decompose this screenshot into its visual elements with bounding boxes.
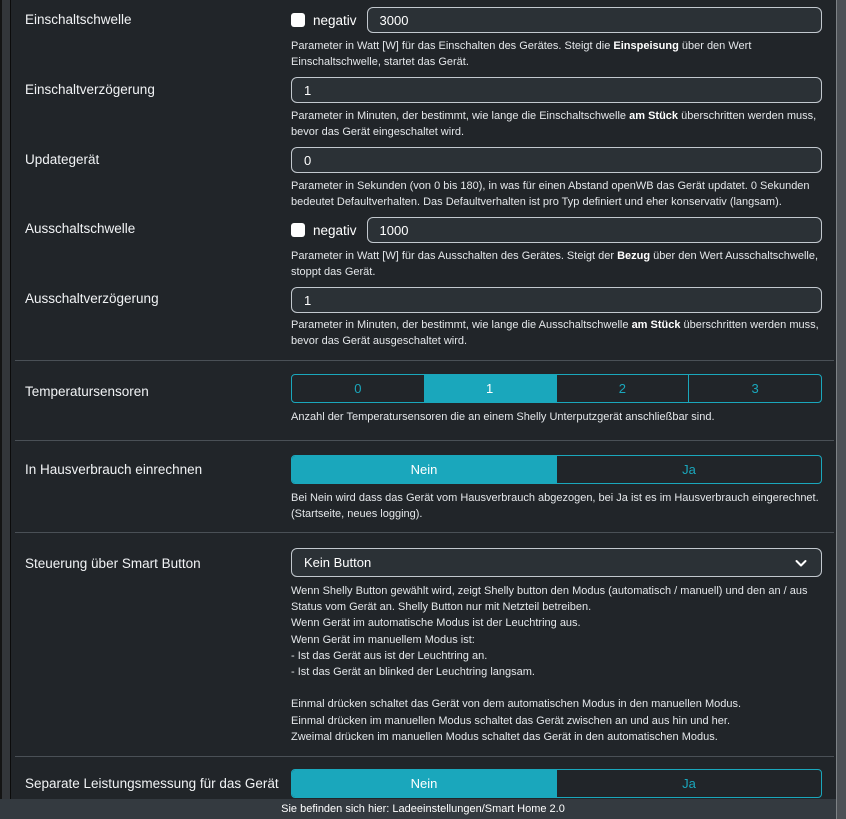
- section-divider: [15, 532, 834, 533]
- updategeraet-help: Parameter in Sekunden (von 0 bis 180), in was für einen Abstand openWB das Gerät updatet. 0 Sekunden bedeutet Defaultverhalten. Das Defaultverhalten ist pro Typ definiert und eher konservativ (langsam).: [291, 180, 810, 208]
- temperatursensoren-option-3[interactable]: 3: [688, 375, 821, 402]
- leistungsmessung-option-ja[interactable]: Ja: [556, 770, 821, 797]
- negativ-checkbox-label: negativ: [313, 12, 357, 28]
- ausschaltverzoegerung-help: Parameter in Minuten, der bestimmt, wie lange die Ausschaltschwelle am Stück überschritten werden muss, bevor das Gerät ausgeschaltet wird.: [291, 319, 819, 347]
- einschaltverzoegerung-help: Parameter in Minuten, der bestimmt, wie lange die Einschaltschwelle am Stück überschritten werden muss, bevor das Gerät eingeschaltet wird.: [291, 110, 817, 138]
- hausverbrauch-label: In Hausverbrauch einrechnen: [25, 462, 203, 477]
- ausschaltschwelle-label: Ausschaltschwelle: [25, 221, 136, 236]
- scrollbar[interactable]: [836, 0, 846, 819]
- einschaltschwelle-control: [291, 7, 822, 33]
- ausschaltschwelle-help: Parameter in Watt [W] für das Ausschalten des Gerätes. Steigt der Bezug über den Wert Ausschaltschwelle, stoppt das Gerät.: [291, 250, 819, 278]
- section-divider: [15, 360, 834, 361]
- einschaltschwelle-label: Einschaltschwelle: [25, 12, 132, 27]
- einschaltschwelle-input[interactable]: [367, 7, 822, 33]
- temperatursensoren-label: Temperatursensoren: [25, 384, 149, 399]
- section-divider: [15, 756, 834, 757]
- negativ-checkbox-ausschaltschwelle[interactable]: [291, 223, 305, 237]
- negativ-checkbox-label: negativ: [313, 222, 357, 238]
- updategeraet-label: Updategerät: [25, 152, 100, 167]
- updategeraet-input[interactable]: [291, 147, 822, 173]
- section-divider: [15, 440, 834, 441]
- smart-button-select-value: Kein Button: [304, 555, 372, 570]
- updategeraet-control: [291, 147, 822, 173]
- hausverbrauch-option-nein[interactable]: Nein: [292, 456, 556, 483]
- breadcrumb: Sie befinden sich hier: Ladeeinstellungen/Smart Home 2.0: [281, 803, 565, 815]
- ausschaltschwelle-control: [291, 217, 822, 243]
- temperatursensoren-option-0[interactable]: 0: [354, 381, 362, 396]
- temperatursensoren-button-group: [291, 374, 822, 403]
- einschaltverzoegerung-label: Einschaltverzögerung: [25, 82, 155, 97]
- leistungsmessung-button-group: [291, 769, 822, 798]
- chevron-down-icon: [793, 555, 809, 571]
- smart-button-label: Steuerung über Smart Button: [25, 556, 201, 571]
- einschaltverzoegerung-input[interactable]: [291, 77, 822, 103]
- temperatursensoren-option-1[interactable]: 1: [424, 375, 556, 402]
- smart-button-select[interactable]: [291, 548, 822, 577]
- leistungsmessung-option-nein[interactable]: Nein: [292, 770, 556, 797]
- hausverbrauch-button-group: [291, 455, 822, 484]
- smart-button-help: Wenn Shelly Button gewählt wird, zeigt Shelly button den Modus (automatisch / manuell) und den an / aus Status vom Gerät an. Shelly Button nur mit Netzteil betreiben. Wenn Gerät im automatische Modus ist der Leuchtring aus. Wenn Gerät im manuellem Modus ist: - Ist das Gerät aus ist der Leuchtring an. - Ist das Gerät an blinked der Leuchtring langsam. Einmal drücken schaltet das Gerät von dem automatischen Modus in den manuellen Modus. Einmal drücken im manuellen Modus schaltet das Gerät zwischen an und aus hin und her. Zweimal drücken im manuellen Modus schaltet das Gerät in den automatischen Modus.: [291, 585, 808, 743]
- temperatursensoren-help: Anzahl der Temperatursensoren die an einem Shelly Unterputzgerät anschließbar sind.: [291, 411, 715, 423]
- leistungsmessung-label: Separate Leistungsmessung für das Gerät: [25, 776, 279, 791]
- einschaltverzoegerung-control: [291, 77, 822, 103]
- hausverbrauch-option-ja[interactable]: Ja: [556, 456, 821, 483]
- ausschaltschwelle-input[interactable]: [367, 217, 822, 243]
- einschaltschwelle-help: Parameter in Watt [W] für das Einschalten des Gerätes. Steigt die Einspeisung über den Wert Einschaltschwelle, startet das Gerät.: [291, 40, 752, 68]
- ausschaltverzoegerung-input[interactable]: [291, 287, 822, 313]
- temperatursensoren-option-2[interactable]: 2: [556, 375, 689, 402]
- ausschaltverzoegerung-control: [291, 287, 822, 313]
- left-window-edge: [0, 0, 11, 819]
- negativ-checkbox-einschaltschwelle[interactable]: [291, 13, 305, 27]
- breadcrumb-bar: [0, 799, 846, 819]
- ausschaltverzoegerung-label: Ausschaltverzögerung: [25, 291, 159, 306]
- hausverbrauch-help: Bei Nein wird dass das Gerät vom Hausverbrauch abgezogen, bei Ja ist es im Hausverbrauch eingerechnet. (Startseite, neues logging).: [291, 492, 819, 521]
